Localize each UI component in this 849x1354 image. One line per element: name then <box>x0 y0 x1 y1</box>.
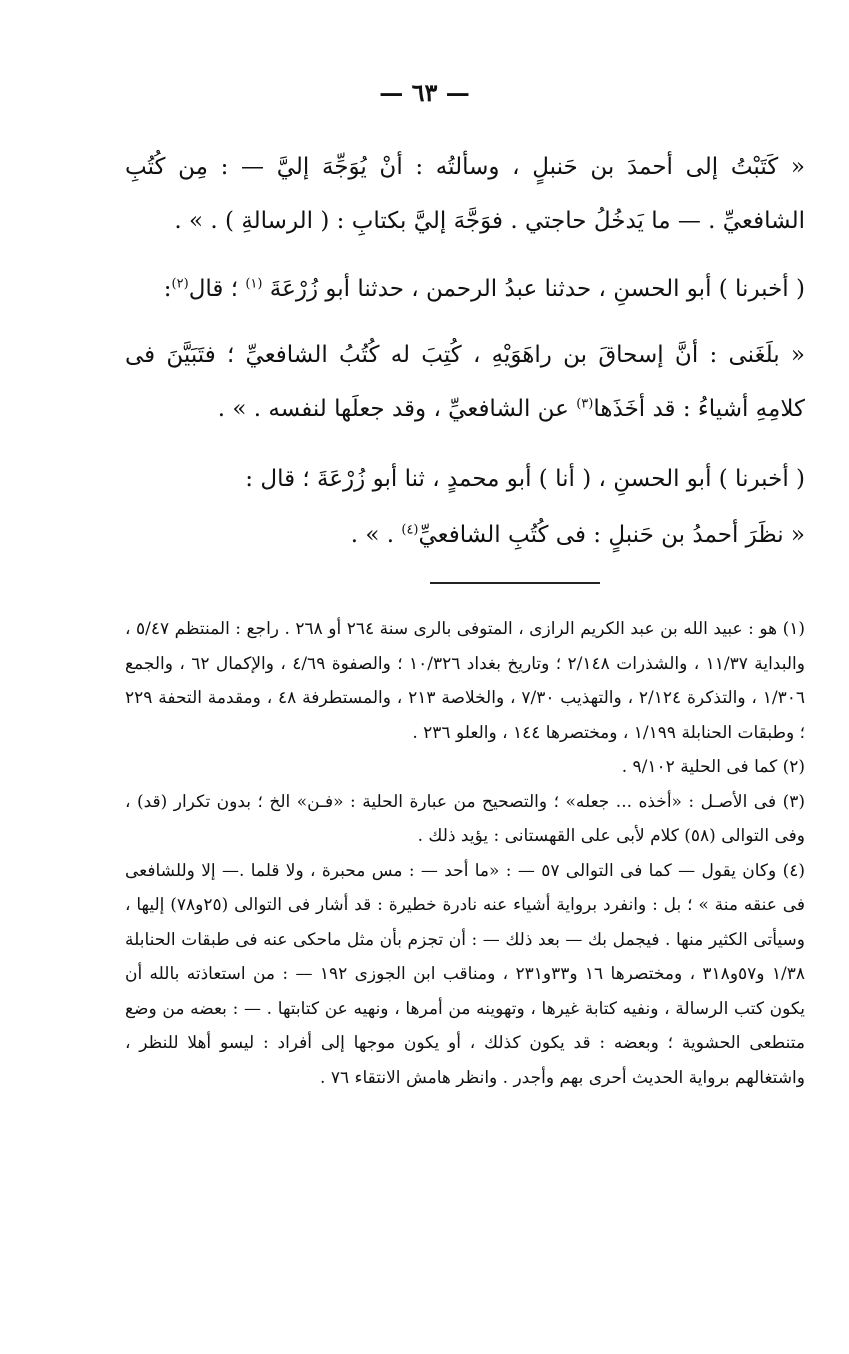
footnote-4: (٤) وكان يقول — كما فى التوالى ٥٧ — : «ما أحد — : مس محبرة ، ولا قلما .— إلا وللشافعى فى عنقه منة » ؛ بل : وانفرد برواية أشياء عنه نادرة خطيرة : قد أشار فى التوالى (٢٥و٧٨) إليها ، وسيأتى الكثير منها . فيجمل بك — بعد ذلك — : أن تجزم بأن مثل ماحكى عنه فى طبقات الحنابلة ١/٣٨ و٥٧و٣١٨ ، ومختصرها ١٦ و٣٣و٢٣١ ، ومناقب ابن الجوزى ١٩٢ — : من استعاذته بالله أن يكون كتب الرسالة ، ونفيه كتابة غيرها ، وتهوينه من أمرها ، ونهيه عن كتابتها . — : بعضه من وضع متنطعى الحشوية ؛ وبعضه : قد يكون كذلك ، أو يكون موجها إلى أفراد : ليسو أهلا للنظر ، واشتغالهم برواية الحديث أحرى بهم وأجدر . وانظر هامش الانتقاء ٧٦ . <box>125 860 805 1088</box>
footnote-ref-4: (٤) <box>401 522 419 538</box>
paragraph-5-end: . » . <box>350 522 395 548</box>
footnote-ref-2: (٢) <box>171 276 189 292</box>
footnote-3: (٣) فى الأصـل : «أخذه ... جعله» ؛ والتصحيح من عبارة الحلية : «فـن» الخ ؛ بدون تكرار (قد) ، وفى التوالى (٥٨) كلام لأبى على القهستانى : يؤيد ذلك . <box>125 791 805 846</box>
footnote-ref-1: (١) <box>245 276 263 292</box>
footnote-2: (٢) كما فى الحلية ٩/١٠٢ . <box>621 757 805 777</box>
footnote-divider <box>430 582 600 584</box>
footnote-1: (١) هو : عبيد الله بن عبد الكريم الرازى ، المتوفى بالرى سنة ٢٦٤ أو ٢٦٨ . راجع : المنتظم ٥/٤٧ ، والبداية ١١/٣٧ ، والشذرات ٢/١٤٨ ؛ وتاريخ بغداد ١٠/٣٢٦ ؛ والصفوة ٤/٦٩ ، والإكمال ٦٢ ، والجمع ١/٣٠٦ ، والتذكرة ٢/١٢٤ ، والتهذيب ٧/٣٠ ، والخلاصة ٢١٣ ، والمستطرفة ٤٨ ، ومقدمة التحفة ٢٢٩ ؛ وطبقات الحنابلة ١/١٩٩ ، ومختصرها ١٤٤ ، والعلو ٢٣٦ . <box>125 619 806 743</box>
page-number: — ٦٣ — <box>379 78 470 107</box>
paragraph-2-mid: ؛ قال <box>188 276 239 302</box>
paragraph-1 <box>125 140 805 248</box>
paragraph-4 <box>125 452 805 506</box>
paragraph-2-end: : <box>163 276 172 302</box>
footnote-ref-3: (٣) <box>576 396 594 412</box>
footnotes <box>125 612 805 1095</box>
paragraph-3 <box>125 328 805 436</box>
paragraph-2-text: ( أخبرنا ) أبو الحسنِ ، حدثنا عبدُ الرحمن ، حدثنا أبو زُرْعَةَ <box>269 276 805 302</box>
paragraph-4-text: ( أخبرنا ) أبو الحسنِ ، ( أنا ) أبو محمدٍ ، ثنا أبو زُرْعَةَ ؛ قال : <box>245 466 805 492</box>
paragraph-3-text: « بلَغَنى : أنَّ إسحاقَ بن راهَوَيْهِ ، كُتِبَ له كُتُبُ الشافعيِّ ؛ فتَبَيَّنَ فى كلامِهِ أشياءُ : قد أخَذَها <box>125 342 805 422</box>
paragraph-5 <box>125 508 805 562</box>
paragraph-5-text: « نظَرَ أحمدُ بن حَنبلٍ : فى كُتُبِ الشافعيِّ <box>418 522 805 548</box>
paragraph-1-text: « كَتَبْتُ إلى أحمدَ بن حَنبلٍ ، وسألتُه : أنْ يُوَجِّهَ إليَّ — : مِن كُتُبِ الشافعيِّ . — ما يَدخُلُ حاجتي . فوَجَّهَ إليَّ بكتابِ : ( الرسالةِ ) . » . <box>125 154 805 234</box>
paragraph-2 <box>125 262 805 316</box>
paragraph-3-end: عن الشافعيِّ ، وقد جعلَها لنفسه . » . <box>217 396 569 422</box>
